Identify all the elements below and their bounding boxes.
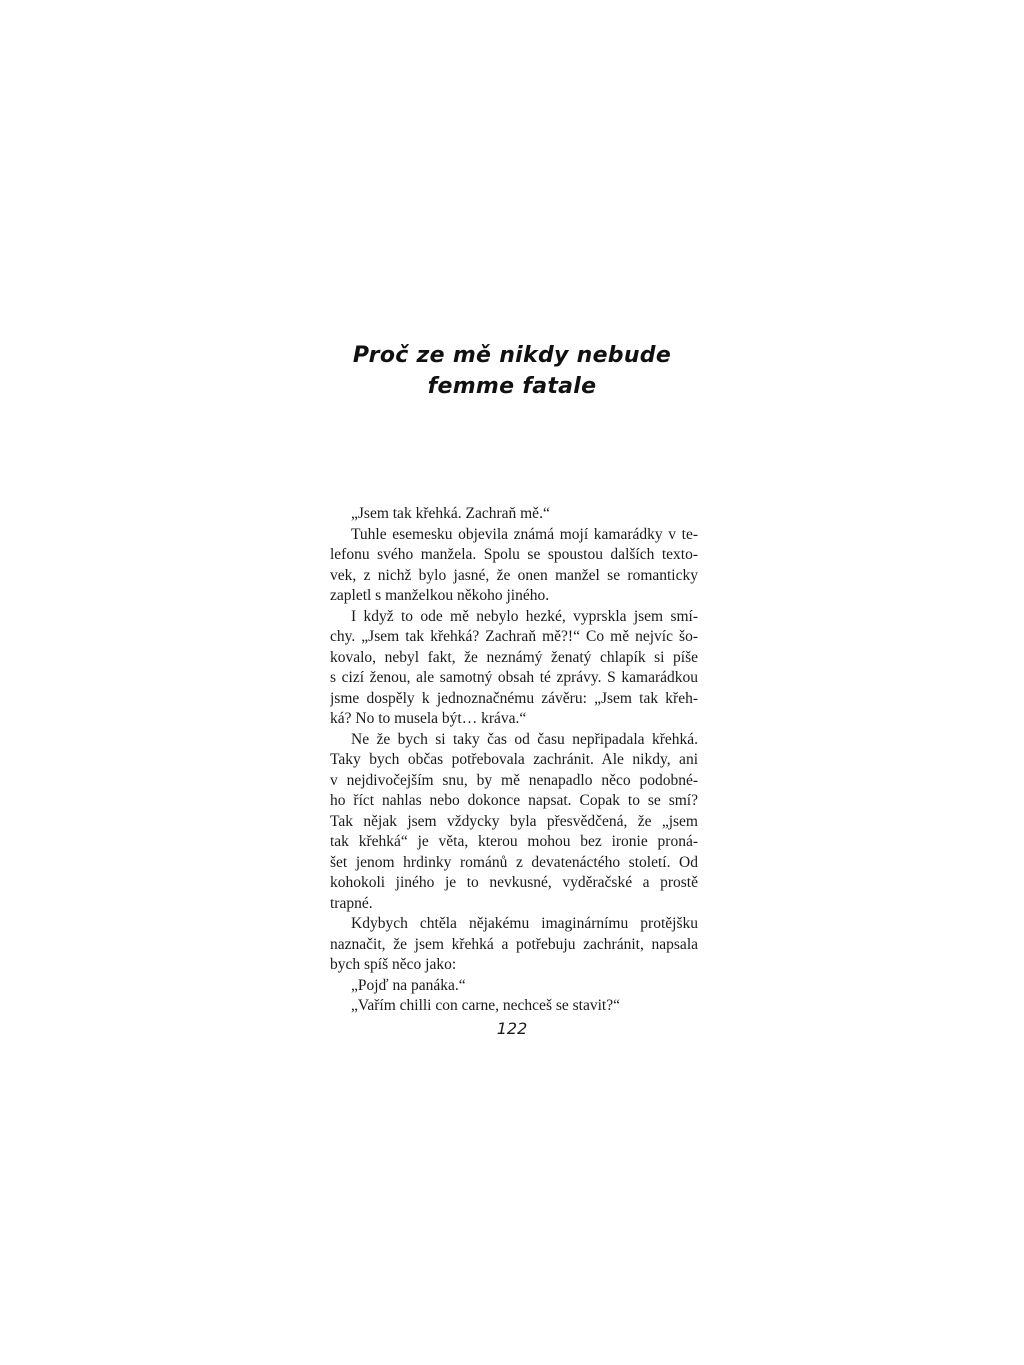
text-line: kohokoli jiného je to nevkusné, vyděračské a prostě [330, 874, 698, 891]
chapter-title [300, 340, 724, 402]
text-line: „Jsem tak křehká. Zachraň mě.“ [351, 505, 550, 522]
text-line: Tak nějak jsem vždycky byla přesvědčená, že „jsem [330, 812, 698, 830]
text-line: tak křehká“ je věta, kterou mohou bez ironie proná- [330, 833, 698, 850]
text-line: „Vařím chilli con carne, nechceš se stavit?“ [351, 997, 620, 1014]
page-number: 122 [496, 1019, 528, 1038]
body-text [330, 504, 698, 1017]
text-line: I když to ode mě nebylo hezké, vyprskla jsem smí- [351, 607, 698, 625]
text-line: ká? No to musela být… kráva.“ [330, 710, 527, 727]
text-line: „Pojď na panáka.“ [351, 976, 466, 994]
text-line: Taky bych občas potřebovala zachránit. Ale nikdy, ani [330, 751, 698, 768]
chapter-title-line-1: Proč ze mě nikdy nebude [352, 343, 672, 368]
text-line: šet jenom hrdinky románů z devatenáctého století. Od [330, 853, 698, 871]
text-line: ho říct nahlas nebo dokonce napsat. Copak to se smí? [330, 792, 698, 809]
text-line: lefonu svého manžela. Spolu se spoustou dalších texto- [330, 546, 698, 563]
text-line: kovalo, nebyl fakt, že neznámý ženatý chlapík si píše [330, 648, 698, 666]
text-line: Ne že bych si taky čas od času nepřipadala křehká. [351, 730, 698, 748]
text-line: v nejdivočejším snu, by mě nenapadlo něco podobné- [330, 771, 698, 789]
text-line: Tuhle esemesku objevila známá mojí kamarádky v te- [351, 525, 698, 543]
text-line: zapletl s manželkou někoho jiného. [330, 587, 550, 604]
text-line: chy. „Jsem tak křehká? Zachraň mě?!“ Co mě nejvíc šo- [330, 628, 698, 645]
text-line: naznačit, že jsem křehká a potřebuju zachránit, napsala [330, 935, 698, 953]
text-line: s cizí ženou, ale samotný obsah té zprávy. S kamarádkou [330, 669, 698, 686]
text-line: trapné. [330, 894, 373, 912]
text-line: Kdybych chtěla nějakému imaginárnímu protějšku [351, 915, 698, 932]
chapter-title-line-2: femme fatale [427, 374, 597, 399]
text-line: bych spíš něco jako: [330, 956, 457, 973]
text-line: vek, z nichž bylo jasné, že onen manžel se romanticky [330, 566, 698, 584]
text-line: jsme dospěly k jednoznačnému závěru: „Jsem tak křeh- [330, 689, 698, 707]
